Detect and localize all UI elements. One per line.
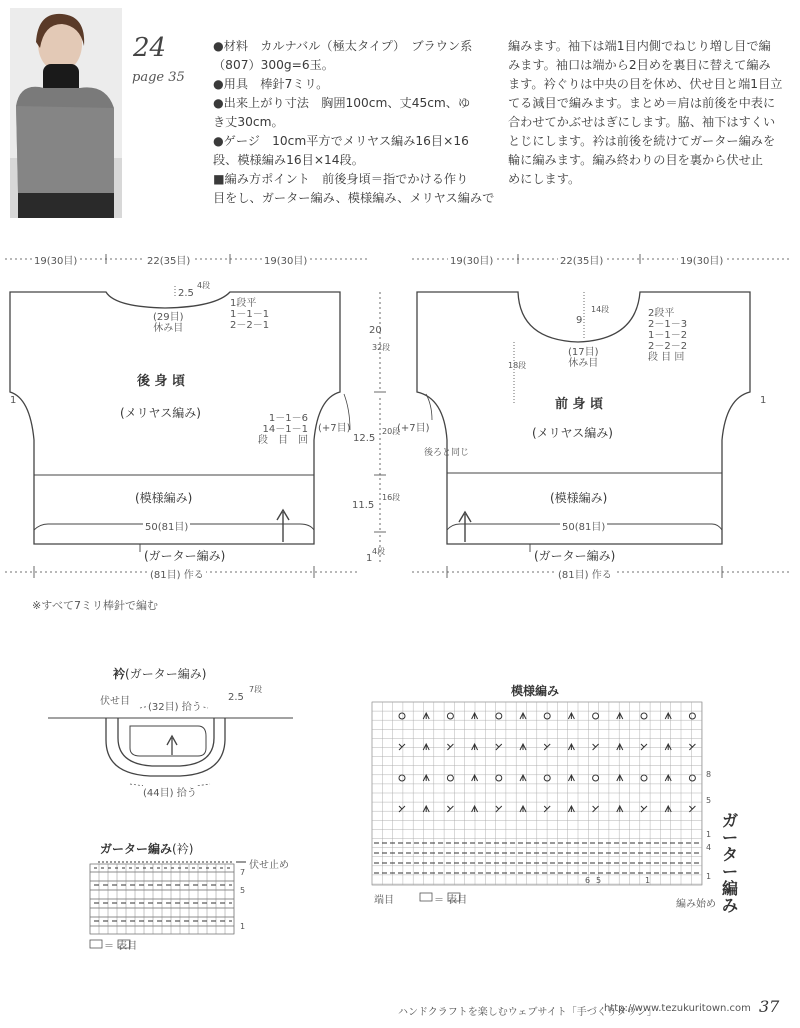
footer-page-number: 37 xyxy=(759,997,780,1016)
collar-depth: 2.5 xyxy=(228,692,244,703)
garter-bind-off: 伏せ止め xyxy=(249,860,289,871)
text-line: ●材料 カルナバル（極太タイプ） ブラウン系 xyxy=(213,39,473,53)
pat-legend: ＝ 表目 xyxy=(434,895,468,906)
pat-row-4: 4 xyxy=(706,843,712,852)
collar-depth-rows: 7段 xyxy=(249,685,263,694)
back-side-mark: 1 xyxy=(10,395,17,406)
back-neck-dec: 1段平 1－1－1 2－2－1 xyxy=(230,298,270,331)
garter-row-7: 7 xyxy=(240,868,246,877)
text-line: てる減目で編みます。まとめ＝肩は前後を中表に xyxy=(508,96,776,110)
text-line: ます。衿ぐりは中央の目を休め、伏せ目と端1目立 xyxy=(508,77,783,91)
pat-row-1a: 1 xyxy=(706,830,712,839)
text-line: ■編み方ポイント 前後身頃＝指でかける作り xyxy=(213,172,469,186)
pat-garter-side: ガーター編み xyxy=(722,811,739,915)
front-cast-on: (81目) 作る xyxy=(556,566,614,581)
collar-title: 衿(ガーター編み) xyxy=(113,667,207,681)
front-side-rows: 18段 xyxy=(508,361,527,370)
back-dim-center: 22(35目) xyxy=(145,252,192,267)
garter-row-5: 5 xyxy=(240,886,246,895)
back-neck-depth: 2.5 xyxy=(178,288,194,299)
footer-url: http://www.tezukuritown.com xyxy=(604,1003,751,1014)
back-garter-label: (ガーター編み) xyxy=(144,549,226,563)
rows-16: 16段 xyxy=(382,493,401,502)
text-line: 輪に編みます。編み終わりの目を裏から伏せ止 xyxy=(508,153,763,167)
collar-pick-back: (32目) 拾う xyxy=(148,698,202,713)
front-dim-left: 19(30目) xyxy=(448,252,495,267)
pattern-number: 24 xyxy=(133,33,167,63)
garter-chart-title: ガーター編み(衿) xyxy=(100,842,194,856)
text-line: 段、模様編み16目×14段。 xyxy=(213,153,364,167)
back-title: 後 身 頃 xyxy=(137,374,186,389)
front-garter-label: (ガーター編み) xyxy=(534,549,616,563)
rows-20: 20段 xyxy=(382,427,401,436)
front-subtitle: (メリヤス編み) xyxy=(532,426,613,440)
back-width: 50(81目) xyxy=(143,518,190,533)
front-neck-dec: 2段平 2－1－3 1－1－2 2－2－2 段 目 回 xyxy=(648,308,688,363)
text-line: みます。袖口は端から2目めを裏目に替えて編み xyxy=(508,58,771,72)
front-neck-depth: 9 xyxy=(576,315,583,326)
front-side-mark: 1 xyxy=(760,395,767,406)
pattern-chart-title: 模様編み xyxy=(511,684,560,698)
pat-col-1: 1 xyxy=(645,876,651,885)
text-line: ●出来上がり寸法 胸囲100cm、丈45cm、ゆ xyxy=(213,96,471,110)
pat-start: 編み始め xyxy=(676,899,716,910)
back-subtitle: (メリヤス編み) xyxy=(120,406,201,420)
footer-site: ハンドクラフトを楽しむウェブサイト「手づくりタウン」 xyxy=(398,1007,657,1018)
dim-11-5: 11.5 xyxy=(352,500,375,511)
text-line: 編みます。袖下は端1目内側でねじり増し目で編 xyxy=(508,39,771,53)
needle-note: ※すべて7ミリ棒針で編む xyxy=(32,599,158,612)
pat-row-1b: 1 xyxy=(706,872,712,881)
back-cast-on: (81目) 作る xyxy=(148,566,206,581)
back-neck-rows: 4段 xyxy=(197,281,211,290)
pat-row-5: 5 xyxy=(706,796,712,805)
back-dim-right: 19(30目) xyxy=(262,252,309,267)
front-neck-rows: 14段 xyxy=(591,305,610,314)
front-plus: (+7目) xyxy=(397,423,430,434)
front-same-as-back: 後ろと同じ xyxy=(424,448,470,458)
back-plus: (+7目) xyxy=(318,423,351,434)
text-line: とじにします。衿は前後を続けてガーター編みを xyxy=(508,134,776,148)
front-pattern-label: (模様編み) xyxy=(550,491,608,505)
text-line: 目をし、ガーター編み、模様編み、メリヤス編みで xyxy=(213,191,495,205)
text-line: ●ゲージ 10cm平方でメリヤス編み16目×16 xyxy=(213,134,469,148)
garter-row-1: 1 xyxy=(240,922,246,931)
back-dim-left: 19(30目) xyxy=(32,252,79,267)
pat-row-8: 8 xyxy=(706,770,712,779)
garter-legend: ＝ 表目 xyxy=(104,941,138,952)
text-line: めにします。 xyxy=(508,172,581,186)
front-width: 50(81目) xyxy=(560,518,607,533)
rows-4: 4段 xyxy=(372,547,386,556)
rows-32: 32段 xyxy=(372,343,391,352)
dim-20: 20 xyxy=(369,325,382,336)
dim-12-5: 12.5 xyxy=(353,433,376,444)
page-reference: page 35 xyxy=(132,70,185,85)
pat-col-6: 6 xyxy=(585,876,591,885)
text-line: 合わせてかぶせはぎにします。脇、袖下はすくい xyxy=(508,115,776,129)
back-sleeve-inc: 1－1－6 14－1－1 段 目 回 xyxy=(258,413,308,446)
collar-pick-front: (44目) 拾う xyxy=(143,784,197,799)
back-neck-rest: (29目) 休み目 xyxy=(153,312,184,334)
front-dim-right: 19(30目) xyxy=(678,252,725,267)
pat-edge: 端目 xyxy=(374,895,394,906)
collar-bind-off: 伏せ目 xyxy=(100,696,130,707)
front-dim-center: 22(35目) xyxy=(558,252,605,267)
text-line: き丈30cm。 xyxy=(213,115,284,129)
back-pattern-label: (模様編み) xyxy=(135,491,193,505)
front-neck-rest: (17目) 休み目 xyxy=(568,347,599,369)
pat-col-5: 5 xyxy=(596,876,602,885)
dim-1: 1 xyxy=(366,553,373,564)
front-title: 前 身 頃 xyxy=(555,397,604,412)
text-line: ●用具 棒針7ミリ。 xyxy=(213,77,329,91)
text-line: （807）300g=6玉。 xyxy=(213,58,334,72)
